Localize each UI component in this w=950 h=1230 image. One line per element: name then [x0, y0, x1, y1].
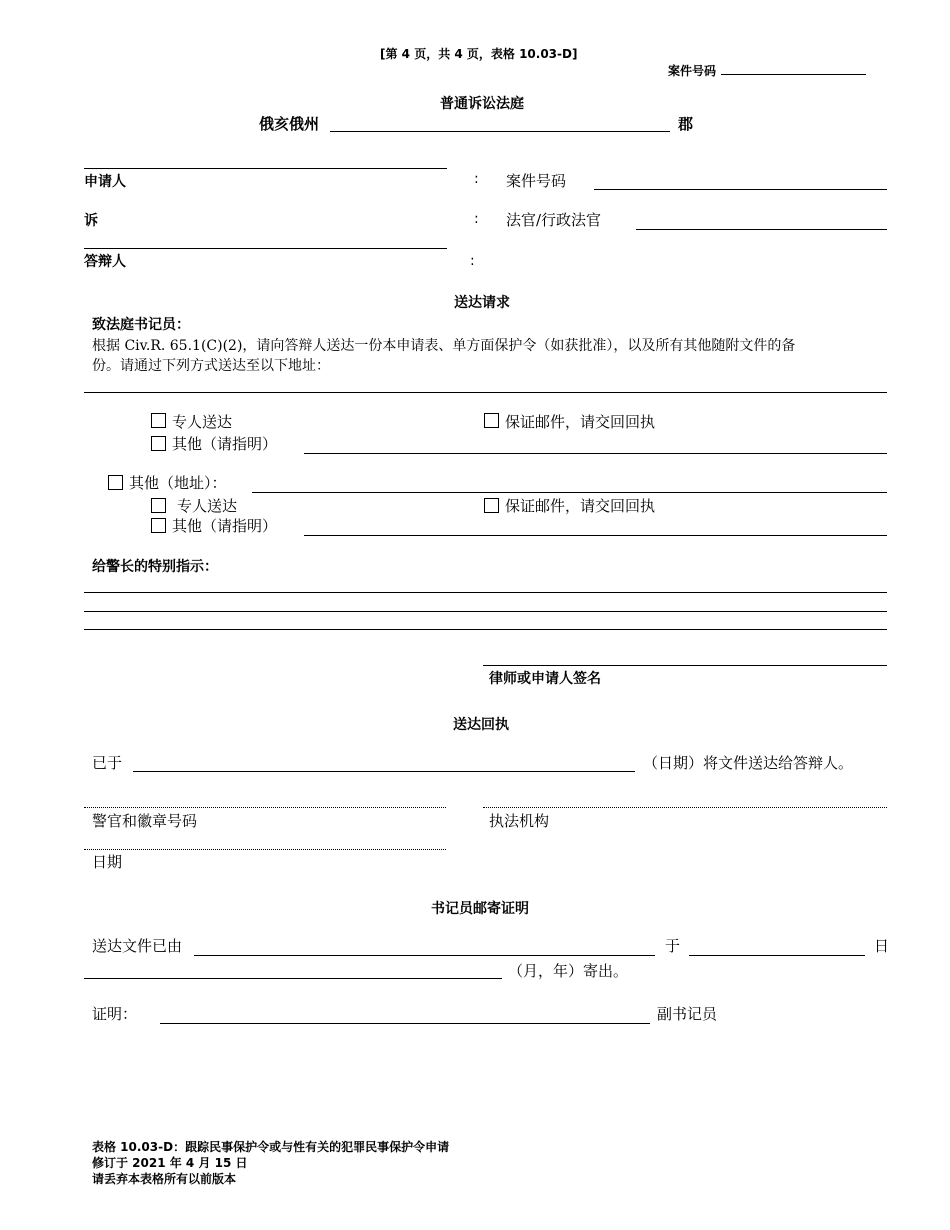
footer-revised: 修订于 2021 年 4 月 15 日	[92, 1156, 248, 1170]
date-label: 日期	[92, 853, 123, 871]
sent-by-line[interactable]	[194, 955, 655, 956]
judge-label: 法官/行政法官	[506, 211, 602, 229]
versus-label: 诉	[84, 213, 98, 229]
colon-3: :	[470, 253, 475, 269]
header-case-number-label: 案件号码	[668, 64, 717, 78]
address-line[interactable]	[84, 392, 887, 393]
instructions-line-2[interactable]	[84, 611, 887, 612]
month-year-line[interactable]	[84, 978, 502, 979]
personal-service-label-2: 专人送达	[177, 497, 238, 515]
petitioner-label: 申请人	[84, 174, 126, 190]
other-address-label: 其他（地址）：	[129, 474, 227, 492]
colon-2: :	[474, 211, 479, 227]
to-clerk: 致法庭书记员：	[92, 317, 190, 333]
court-name: 普通诉讼法庭	[440, 96, 524, 112]
other-address-line[interactable]	[252, 492, 887, 493]
respondent-label: 答辩人	[84, 254, 126, 270]
instructions-line-1[interactable]	[84, 592, 887, 593]
respondent-name-line[interactable]	[84, 248, 447, 249]
officer-label: 警官和徽章号码	[92, 812, 198, 830]
county-name-line[interactable]	[330, 131, 670, 132]
footer-form-title: 表格 10.03-D：跟踪民事保护令或与性有关的犯罪民事保护令申请	[92, 1140, 450, 1154]
footer-discard-note: 请丢弃本表格所有以前版本	[92, 1172, 237, 1186]
other-specify-checkbox-2[interactable]	[151, 518, 166, 533]
sheriff-instructions-label: 给警长的特别指示：	[92, 559, 218, 575]
county-label: 郡	[678, 115, 694, 133]
signature-line[interactable]	[483, 665, 887, 666]
agency-line[interactable]	[483, 807, 887, 808]
certified-mail-label-2: 保证邮件，请交回回执	[505, 497, 656, 515]
header-case-number-line[interactable]	[721, 74, 866, 75]
other-specify-label-2: 其他（请指明）	[172, 517, 278, 535]
other-address-checkbox[interactable]	[108, 475, 123, 490]
return-of-service-title: 送达回执	[453, 717, 509, 733]
served-on-suffix: （日期）将文件送达给答辩人。	[643, 754, 854, 772]
case-number-label: 案件号码	[506, 172, 567, 190]
certified-mail-label: 保证邮件，请交回回执	[505, 413, 656, 431]
other-specify-label: 其他（请指明）	[172, 435, 278, 453]
state-label: 俄亥俄州	[259, 115, 320, 133]
other-specify-checkbox[interactable]	[151, 436, 166, 451]
certified-mail-checkbox-2[interactable]	[484, 498, 499, 513]
instructions-line-3[interactable]	[84, 629, 887, 630]
certified-label: 证明：	[92, 1005, 138, 1023]
judge-line[interactable]	[636, 229, 887, 230]
service-request-title: 送达请求	[454, 295, 510, 311]
day-line[interactable]	[689, 955, 865, 956]
deputy-clerk-line[interactable]	[160, 1023, 650, 1024]
agency-label: 执法机构	[489, 812, 550, 830]
clerk-certificate-title: 书记员邮寄证明	[431, 901, 529, 917]
request-body-line-2: 份。请通过下列方式送达至以下地址：	[92, 358, 330, 374]
sent-by-label: 送达文件已由	[92, 937, 183, 955]
case-number-line[interactable]	[594, 189, 887, 190]
on-label: 于	[665, 937, 681, 955]
service-date-line[interactable]	[133, 771, 635, 772]
date-line[interactable]	[84, 849, 446, 850]
day-label: 日	[874, 937, 890, 955]
officer-line[interactable]	[84, 807, 446, 808]
month-year-mailed: （月，年）寄出。	[508, 962, 629, 980]
other-specify-line-2[interactable]	[304, 535, 887, 536]
request-body-line-1: 根据 Civ.R. 65.1(C)(2)，请向答辩人送达一份本申请表、单方面保护令（如获批准），以及所有其他随附文件的备	[92, 338, 796, 354]
personal-service-label: 专人送达	[172, 413, 233, 431]
signature-label: 律师或申请人签名	[489, 671, 601, 687]
colon-1: :	[474, 171, 479, 187]
deputy-clerk-label: 副书记员	[657, 1005, 718, 1023]
personal-service-checkbox-2[interactable]	[151, 498, 166, 513]
other-specify-line[interactable]	[304, 453, 887, 454]
served-on-label: 已于	[92, 754, 123, 772]
certified-mail-checkbox[interactable]	[484, 413, 499, 428]
personal-service-checkbox[interactable]	[151, 413, 166, 428]
petitioner-name-line[interactable]	[84, 168, 447, 169]
page-info: [第 4 页，共 4 页，表格 10.03-D]	[380, 47, 578, 61]
